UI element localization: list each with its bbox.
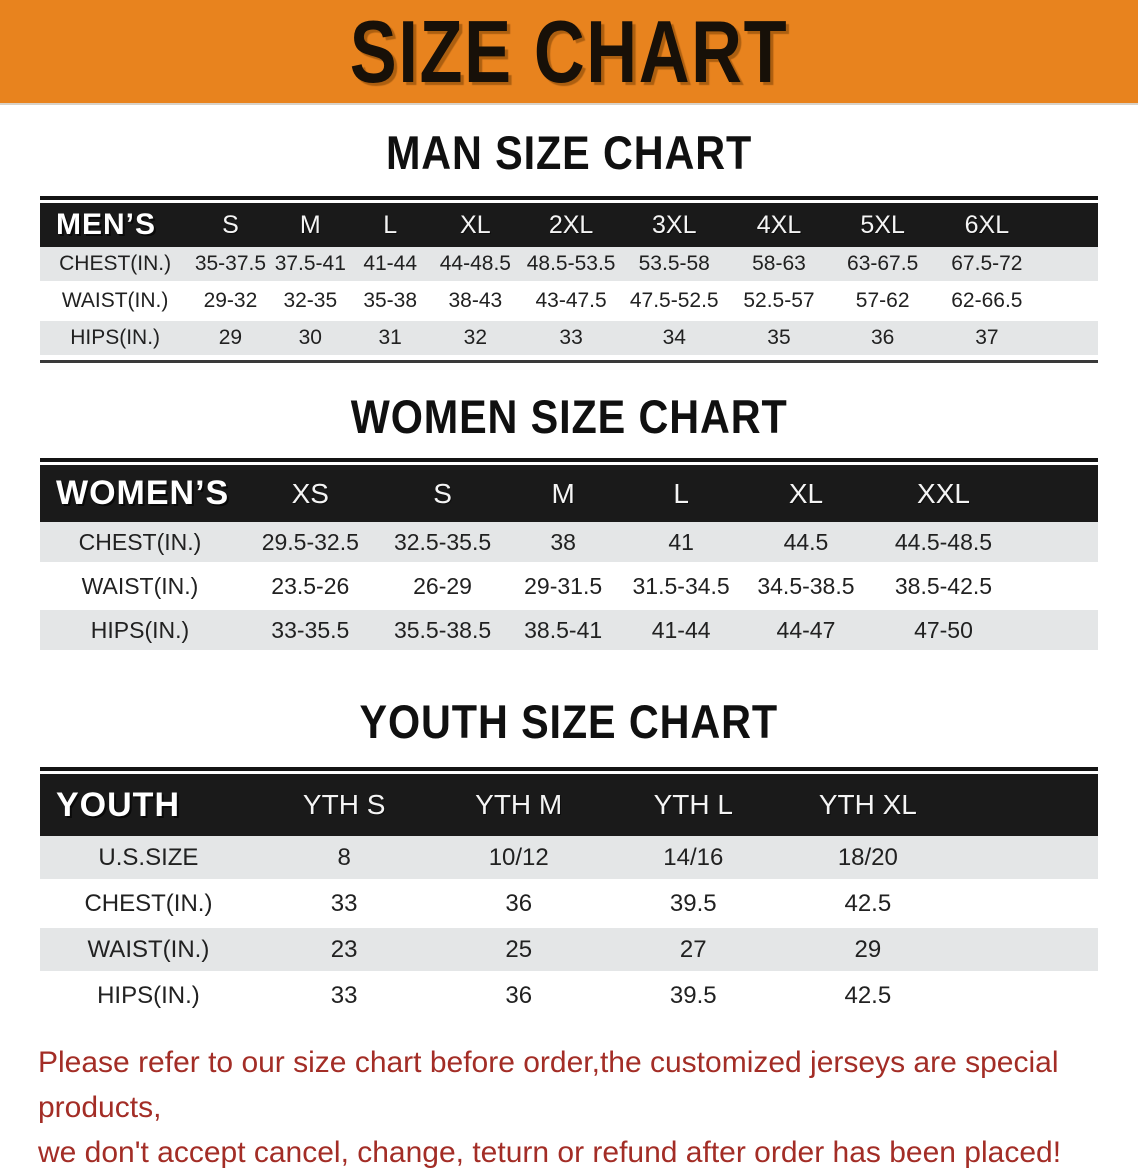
size-cell: 36 xyxy=(505,981,533,1009)
women-corner-label: WOMEN’S xyxy=(56,474,230,512)
youth-table-row xyxy=(40,882,1098,928)
men-column-header: 6XL xyxy=(964,210,1010,239)
size-cell: 29-31.5 xyxy=(524,572,603,599)
size-cell: 44.5-48.5 xyxy=(894,528,993,555)
footnote-line-1: Please refer to our size chart before order,the customized jerseys are special products, xyxy=(38,1046,1059,1124)
men-column-header: 3XL xyxy=(652,210,697,239)
size-cell: 14/16 xyxy=(663,843,724,871)
size-cell: 62-66.5 xyxy=(951,289,1023,312)
size-cell: 33 xyxy=(330,981,358,1009)
size-cell: 31.5-34.5 xyxy=(632,572,730,599)
men-column-header: XL xyxy=(460,210,491,239)
size-cell: 29 xyxy=(854,935,882,963)
size-cell: 8 xyxy=(337,843,351,871)
size-cell: 42.5 xyxy=(844,889,892,917)
row-label: HIPS(IN.) xyxy=(70,326,161,349)
size-cell: 47.5-52.5 xyxy=(629,289,719,312)
man-section-heading: MAN SIZE CHART xyxy=(385,126,753,179)
men-column-header: M xyxy=(299,210,321,239)
row-label: U.S.SIZE xyxy=(98,843,199,871)
size-cell: 33 xyxy=(330,889,358,917)
size-cell: 38-43 xyxy=(448,289,503,312)
size-cell: 37.5-41 xyxy=(274,252,346,275)
row-label: WAIST(IN.) xyxy=(61,289,169,312)
size-cell: 30 xyxy=(298,326,322,349)
women-table-body xyxy=(40,522,1098,654)
size-cell: 52.5-57 xyxy=(743,289,815,312)
size-cell: 37 xyxy=(975,326,999,349)
men-column-header: 4XL xyxy=(756,210,802,239)
size-cell: 41-44 xyxy=(363,252,418,275)
size-cell: 33-35.5 xyxy=(271,616,350,643)
youth-column-header: YTH XL xyxy=(818,789,917,820)
size-cell: 27 xyxy=(679,935,707,963)
size-cell: 29 xyxy=(218,326,243,349)
size-cell: 48.5-53.5 xyxy=(526,252,616,275)
youth-table-row xyxy=(40,928,1098,974)
size-cell: 35 xyxy=(767,326,791,349)
footnote xyxy=(38,1040,1110,1175)
size-cell: 44-48.5 xyxy=(439,252,511,275)
size-cell: 41 xyxy=(668,528,694,555)
row-label: CHEST(IN.) xyxy=(59,252,172,275)
size-cell: 31 xyxy=(378,326,402,349)
women-table-row xyxy=(40,566,1098,610)
size-cell: 47-50 xyxy=(914,616,973,643)
women-table-row xyxy=(40,522,1098,566)
women-size-table xyxy=(40,458,1098,654)
size-cell: 34 xyxy=(662,326,686,349)
youth-table-header-row xyxy=(40,774,1098,836)
youth-column-header: YTH S xyxy=(302,789,386,820)
size-cell: 10/12 xyxy=(488,843,549,871)
youth-table-row xyxy=(40,836,1098,882)
size-cell: 43-47.5 xyxy=(535,289,607,312)
size-cell: 23 xyxy=(330,935,358,963)
size-cell: 23.5-26 xyxy=(271,572,350,599)
size-cell: 58-63 xyxy=(752,252,806,275)
size-cell: 25 xyxy=(505,935,533,963)
size-cell: 44-47 xyxy=(776,616,836,643)
men-table-row xyxy=(40,321,1098,358)
size-cell: 41-44 xyxy=(651,616,711,643)
men-corner-label: MEN’S xyxy=(56,208,157,241)
size-cell: 67.5-72 xyxy=(951,252,1023,275)
men-table-body xyxy=(40,247,1098,358)
row-label: HIPS(IN.) xyxy=(90,616,190,643)
size-cell: 35-37.5 xyxy=(194,252,267,275)
women-column-header: XS xyxy=(291,477,329,509)
size-cell: 32 xyxy=(463,326,488,349)
size-cell: 36 xyxy=(505,889,533,917)
women-table-row xyxy=(40,610,1098,654)
men-table-row xyxy=(40,247,1098,284)
size-cell: 38 xyxy=(550,528,576,555)
size-cell: 34.5-38.5 xyxy=(757,572,855,599)
women-section-heading: WOMEN SIZE CHART xyxy=(350,390,788,443)
man-section-heading-wrap xyxy=(0,125,1138,180)
youth-size-table xyxy=(40,767,1098,1020)
women-column-header: L xyxy=(673,477,689,509)
size-cell: 38.5-42.5 xyxy=(894,572,993,599)
size-cell: 29-32 xyxy=(203,289,258,312)
youth-table-row xyxy=(40,974,1098,1020)
size-cell: 38.5-41 xyxy=(524,616,603,643)
men-column-header: S xyxy=(222,210,239,239)
youth-section-heading: YOUTH SIZE CHART xyxy=(359,695,779,748)
men-column-header: L xyxy=(383,210,398,239)
size-cell: 39.5 xyxy=(669,889,717,917)
size-cell: 33 xyxy=(559,326,583,349)
women-column-header: S xyxy=(433,477,452,509)
size-cell: 39.5 xyxy=(669,981,717,1009)
women-section-heading-wrap xyxy=(0,389,1138,444)
size-cell: 53.5-58 xyxy=(638,252,710,275)
row-label: CHEST(IN.) xyxy=(84,889,213,917)
size-cell: 63-67.5 xyxy=(847,252,919,275)
footnote-line-2: we don't accept cancel, change, teturn or refund after order has been placed! xyxy=(38,1136,1062,1169)
men-table-header-row xyxy=(40,203,1098,247)
size-cell: 32-35 xyxy=(283,289,338,312)
size-cell: 18/20 xyxy=(837,843,898,871)
youth-table-body xyxy=(40,836,1098,1020)
row-label: HIPS(IN.) xyxy=(97,981,200,1009)
women-table-header-row xyxy=(40,465,1098,522)
size-cell: 35-38 xyxy=(363,289,418,312)
row-label: CHEST(IN.) xyxy=(78,528,202,555)
size-cell: 26-29 xyxy=(413,572,472,599)
women-column-header: XL xyxy=(788,477,824,509)
banner-title: SIZE CHART xyxy=(349,1,789,101)
men-column-header: 2XL xyxy=(548,210,594,239)
youth-column-header: YTH M xyxy=(475,789,563,820)
size-cell: 29.5-32.5 xyxy=(261,528,359,555)
size-cell: 35.5-38.5 xyxy=(393,616,492,643)
row-label: WAIST(IN.) xyxy=(81,572,199,599)
size-cell: 36 xyxy=(870,326,895,349)
women-column-header: M xyxy=(551,477,575,509)
size-cell: 32.5-35.5 xyxy=(393,528,492,555)
banner xyxy=(0,0,1138,105)
youth-column-header: YTH L xyxy=(653,789,733,820)
size-cell: 42.5 xyxy=(844,981,892,1009)
men-table-row xyxy=(40,284,1098,321)
size-cell: 44.5 xyxy=(783,528,829,555)
men-size-table xyxy=(40,196,1098,363)
women-column-header: XXL xyxy=(917,477,970,509)
youth-corner-label: YOUTH xyxy=(56,785,180,824)
youth-section-heading-wrap xyxy=(0,694,1138,749)
size-cell: 57-62 xyxy=(855,289,910,312)
row-label: WAIST(IN.) xyxy=(87,935,210,963)
men-column-header: 5XL xyxy=(860,210,905,239)
